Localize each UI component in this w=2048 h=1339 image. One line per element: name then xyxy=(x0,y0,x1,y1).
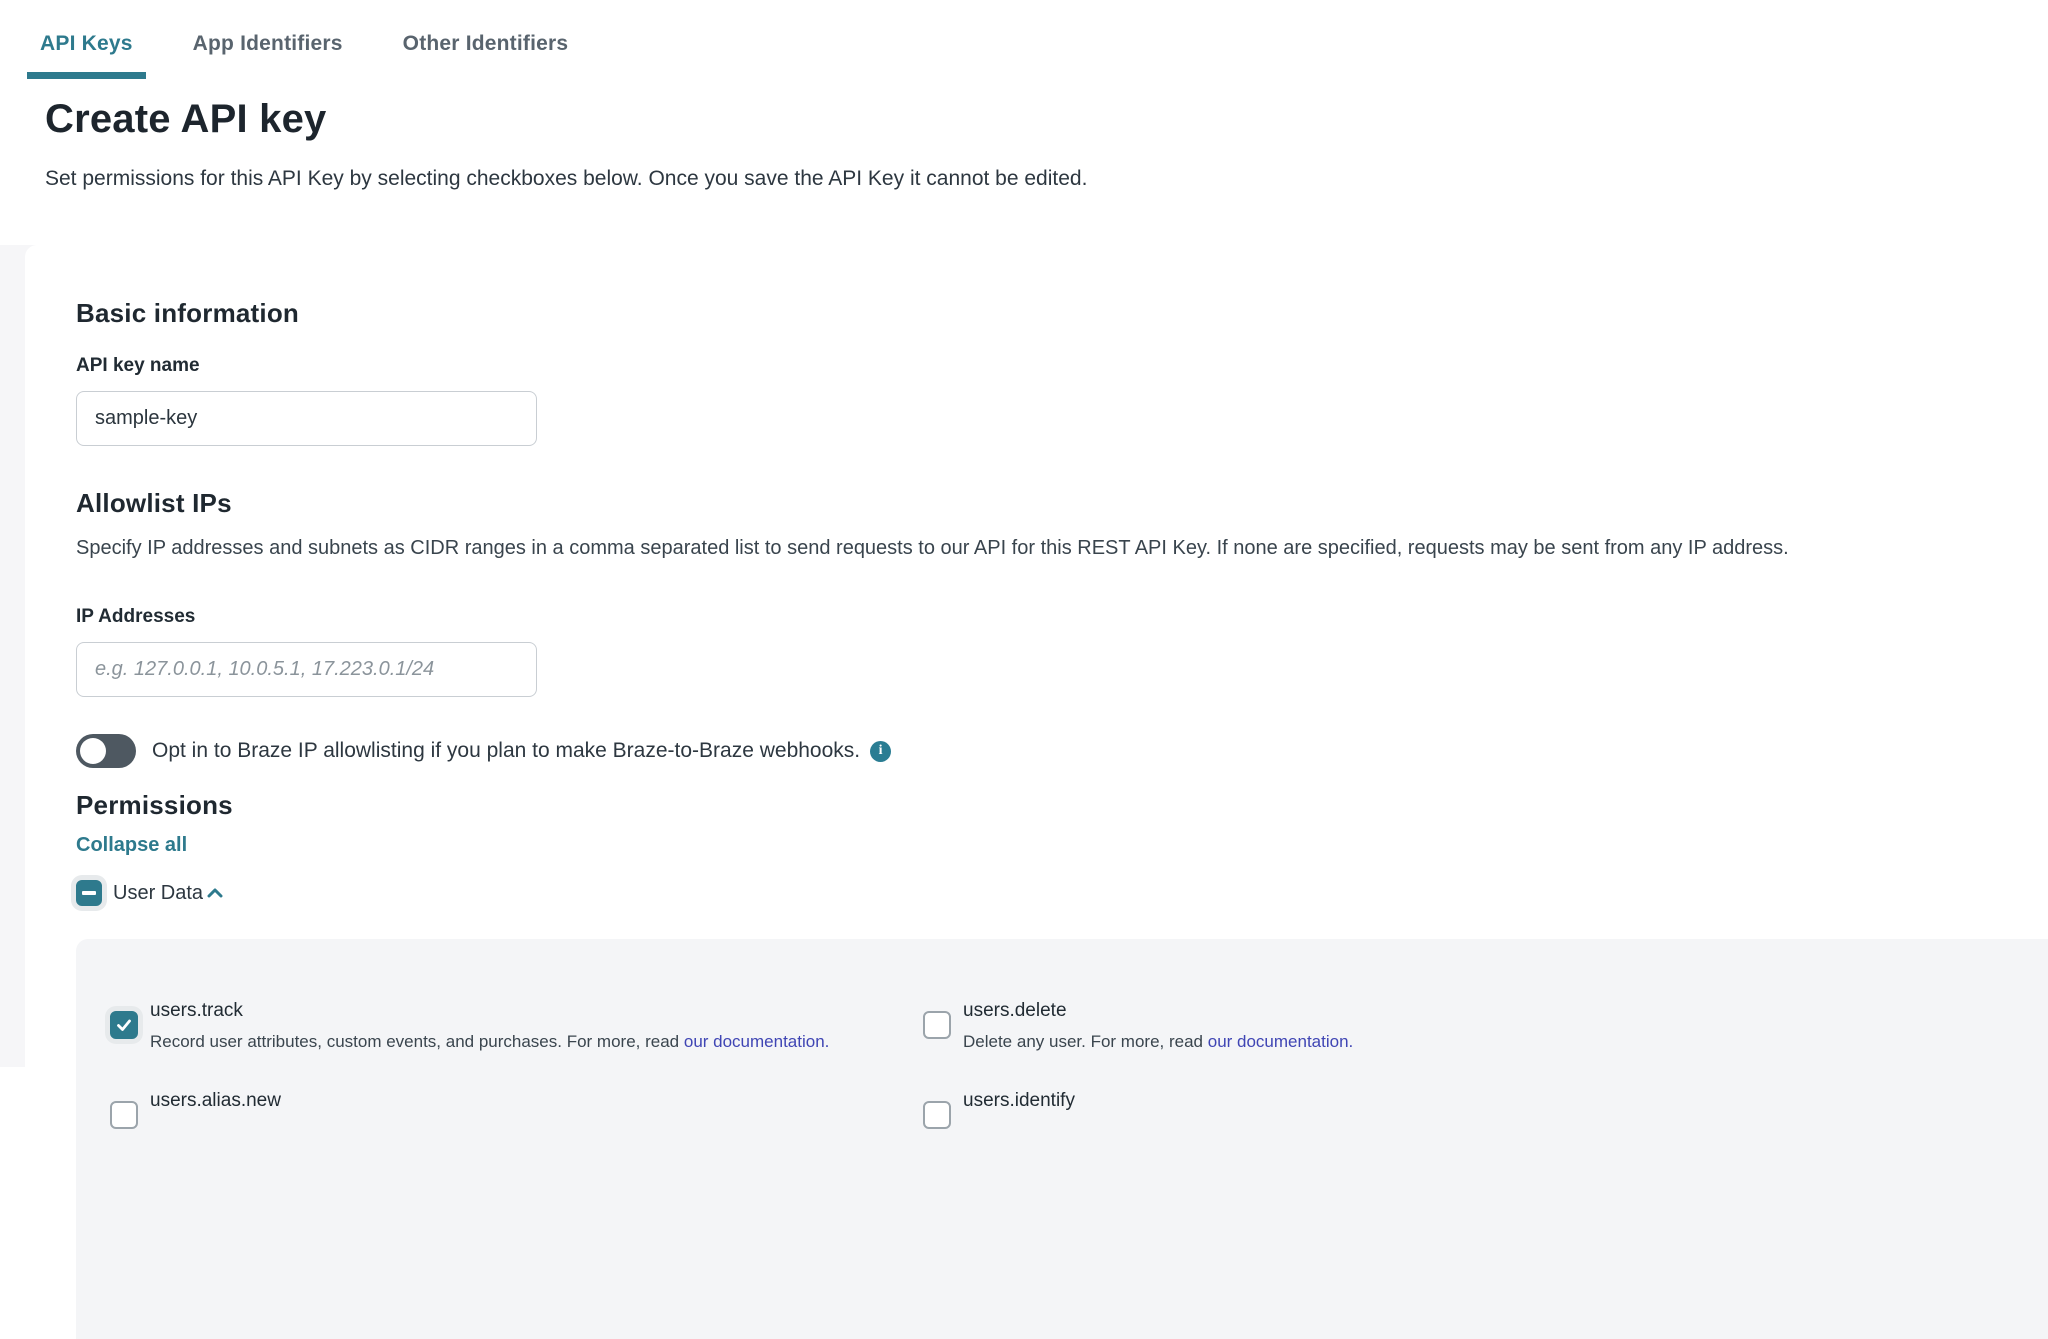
indeterminate-minus-icon xyxy=(82,891,96,895)
page-title: Create API key xyxy=(45,97,327,141)
permission-name: users.track xyxy=(150,1000,243,1021)
api-key-name-input[interactable] xyxy=(76,391,537,446)
documentation-link[interactable]: our documentation. xyxy=(683,1032,830,1051)
tab-api-keys[interactable]: API Keys xyxy=(27,30,146,79)
page-body xyxy=(0,245,2048,1111)
allowlist-description: Specify IP addresses and subnets as CIDR ranges in a comma separated list to send requests to our API for this REST API Key. If none are specified, requests may be sent from any IP address. xyxy=(76,537,1789,559)
page-header xyxy=(0,0,2048,240)
user-data-checkbox[interactable] xyxy=(76,880,102,906)
collapse-all-link[interactable]: Collapse all xyxy=(76,834,188,856)
tab-bar xyxy=(0,0,2048,79)
api-key-name-label: API key name xyxy=(76,355,200,376)
info-icon[interactable]: i xyxy=(870,741,891,762)
user-data-permissions-panel xyxy=(76,939,2048,1339)
tab-app-identifiers[interactable]: App Identifiers xyxy=(192,32,343,55)
basic-information-heading: Basic information xyxy=(76,298,299,328)
check-icon xyxy=(115,1016,133,1034)
permission-users-identify xyxy=(923,1089,2048,1129)
user-data-group-label: User Data xyxy=(113,881,204,904)
users-track-checkbox[interactable] xyxy=(110,1011,138,1039)
braze-ip-allowlisting-label: Opt in to Braze IP allowlisting if you plan to make Braze-to-Braze webhooks. xyxy=(152,739,861,762)
users-alias-new-checkbox[interactable] xyxy=(110,1101,138,1129)
create-api-key-card xyxy=(25,245,2048,1111)
users-identify-checkbox[interactable] xyxy=(923,1101,951,1129)
documentation-link[interactable]: our documentation. xyxy=(1207,1032,1354,1051)
permission-description: Delete any user. For more, read our documentation. xyxy=(963,1032,1354,1051)
permission-users-delete xyxy=(923,999,2048,1053)
user-data-group-row xyxy=(76,880,2048,906)
permission-users-track xyxy=(110,999,923,1053)
permission-name: users.alias.new xyxy=(150,1090,281,1111)
tab-other-identifiers[interactable]: Other Identifiers xyxy=(402,32,569,55)
allowlist-ips-heading: Allowlist IPs xyxy=(76,488,232,518)
ip-addresses-input[interactable] xyxy=(76,642,537,697)
permission-name: users.delete xyxy=(963,1000,1067,1021)
users-delete-checkbox[interactable] xyxy=(923,1011,951,1039)
toggle-knob xyxy=(80,738,106,764)
page-subtitle: Set permissions for this API Key by selecting checkboxes below. Once you save the API Key it cannot be edited. xyxy=(45,167,1088,190)
ip-addresses-label: IP Addresses xyxy=(76,606,196,627)
permissions-heading: Permissions xyxy=(76,790,233,820)
permission-users-alias-new xyxy=(110,1089,923,1129)
chevron-up-icon[interactable] xyxy=(205,883,225,903)
braze-ip-allowlisting-row xyxy=(76,734,2048,768)
permission-description: Record user attributes, custom events, and purchases. For more, read our documentation. xyxy=(150,1032,830,1051)
braze-ip-allowlisting-toggle[interactable] xyxy=(76,734,136,768)
permission-name: users.identify xyxy=(963,1090,1075,1111)
